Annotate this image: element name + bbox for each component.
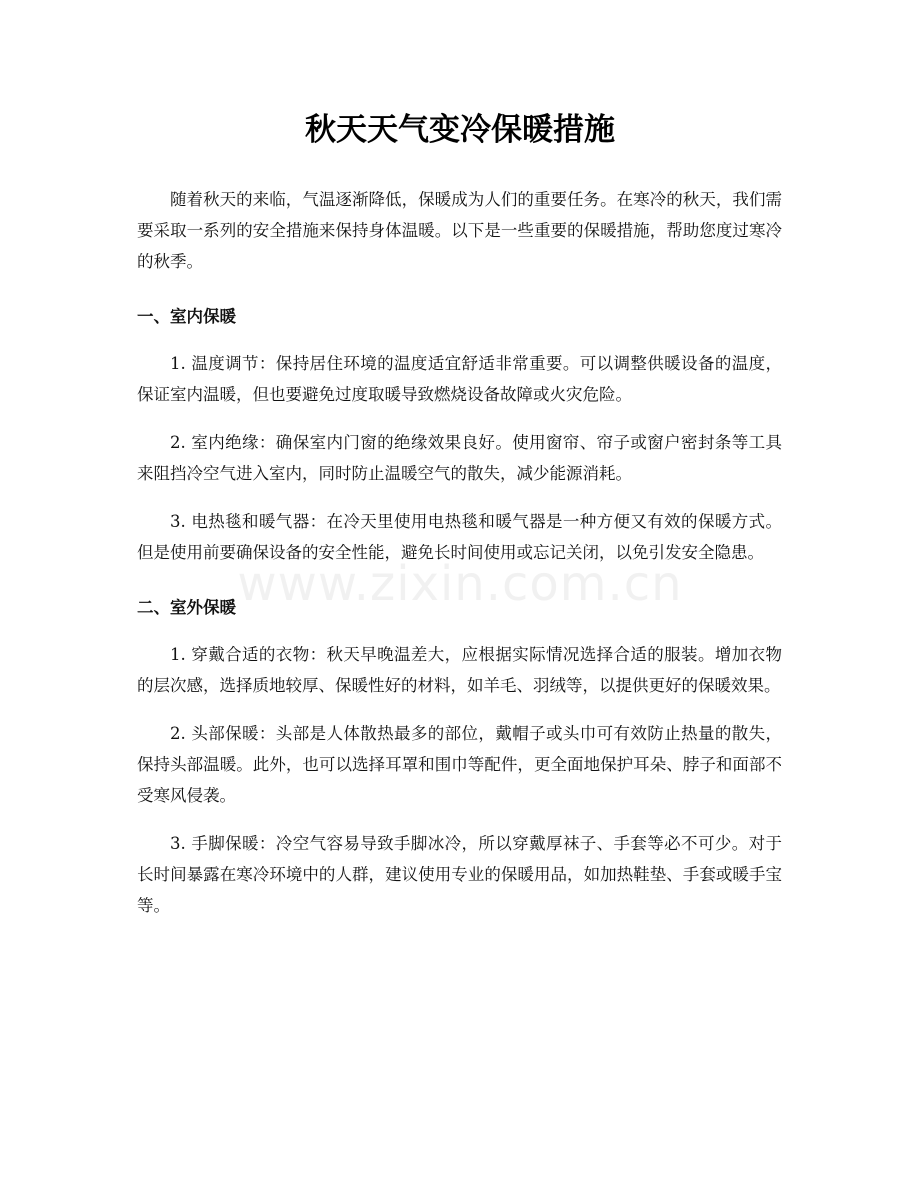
- watermark: www.zixin.com.cn: [237, 556, 683, 612]
- list-item: 2. 室内绝缘：确保室内门窗的绝缘效果良好。使用窗帘、帘子或窗户密封条等工具来阻挡冷空气进入室内，同时防止温暖空气的散失，减少能源消耗。: [137, 433, 782, 483]
- intro-paragraph: 随着秋天的来临，气温逐渐降低，保暖成为人们的重要任务。在寒冷的秋天，我们需要采取一系列的安全措施来保持身体温暖。以下是一些重要的保暖措施，帮助您度过寒冷的秋季。: [137, 190, 782, 271]
- list-item: 2. 头部保暖：头部是人体散热最多的部位，戴帽子或头巾可有效防止热量的散失，保持头部温暖。此外，也可以选择耳罩和围巾等配件，更全面地保护耳朵、脖子和面部不受寒风侵袭。: [137, 724, 782, 805]
- list-item: 3. 手脚保暖：冷空气容易导致手脚冰冷，所以穿戴厚袜子、手套等必不可少。对于长时间暴露在寒冷环境中的人群，建议使用专业的保暖用品，如加热鞋垫、手套或暖手宝等。: [137, 834, 782, 915]
- document-body: [137, 184, 782, 921]
- document-title: 秋天天气变冷保暖措施: [305, 112, 615, 148]
- section-outdoor: [137, 592, 782, 921]
- section-heading: 一、室内保暖: [137, 307, 236, 326]
- section-indoor: [137, 301, 782, 568]
- list-item: 1. 穿戴合适的衣物：秋天早晚温差大，应根据实际情况选择合适的服装。增加衣物的层次感，选择质地较厚、保暖性好的材料，如羊毛、羽绒等，以提供更好的保暖效果。: [137, 645, 782, 695]
- list-item: 1. 温度调节：保持居住环境的温度适宜舒适非常重要。可以调整供暖设备的温度，保证室内温暖，但也要避免过度取暖导致燃烧设备故障或火灾危险。: [137, 354, 782, 404]
- section-heading: 二、室外保暖: [137, 598, 236, 617]
- list-item: 3. 电热毯和暖气器：在冷天里使用电热毯和暖气器是一种方便又有效的保暖方式。但是使用前要确保设备的安全性能，避免长时间使用或忘记关闭，以免引发安全隐患。: [137, 512, 782, 562]
